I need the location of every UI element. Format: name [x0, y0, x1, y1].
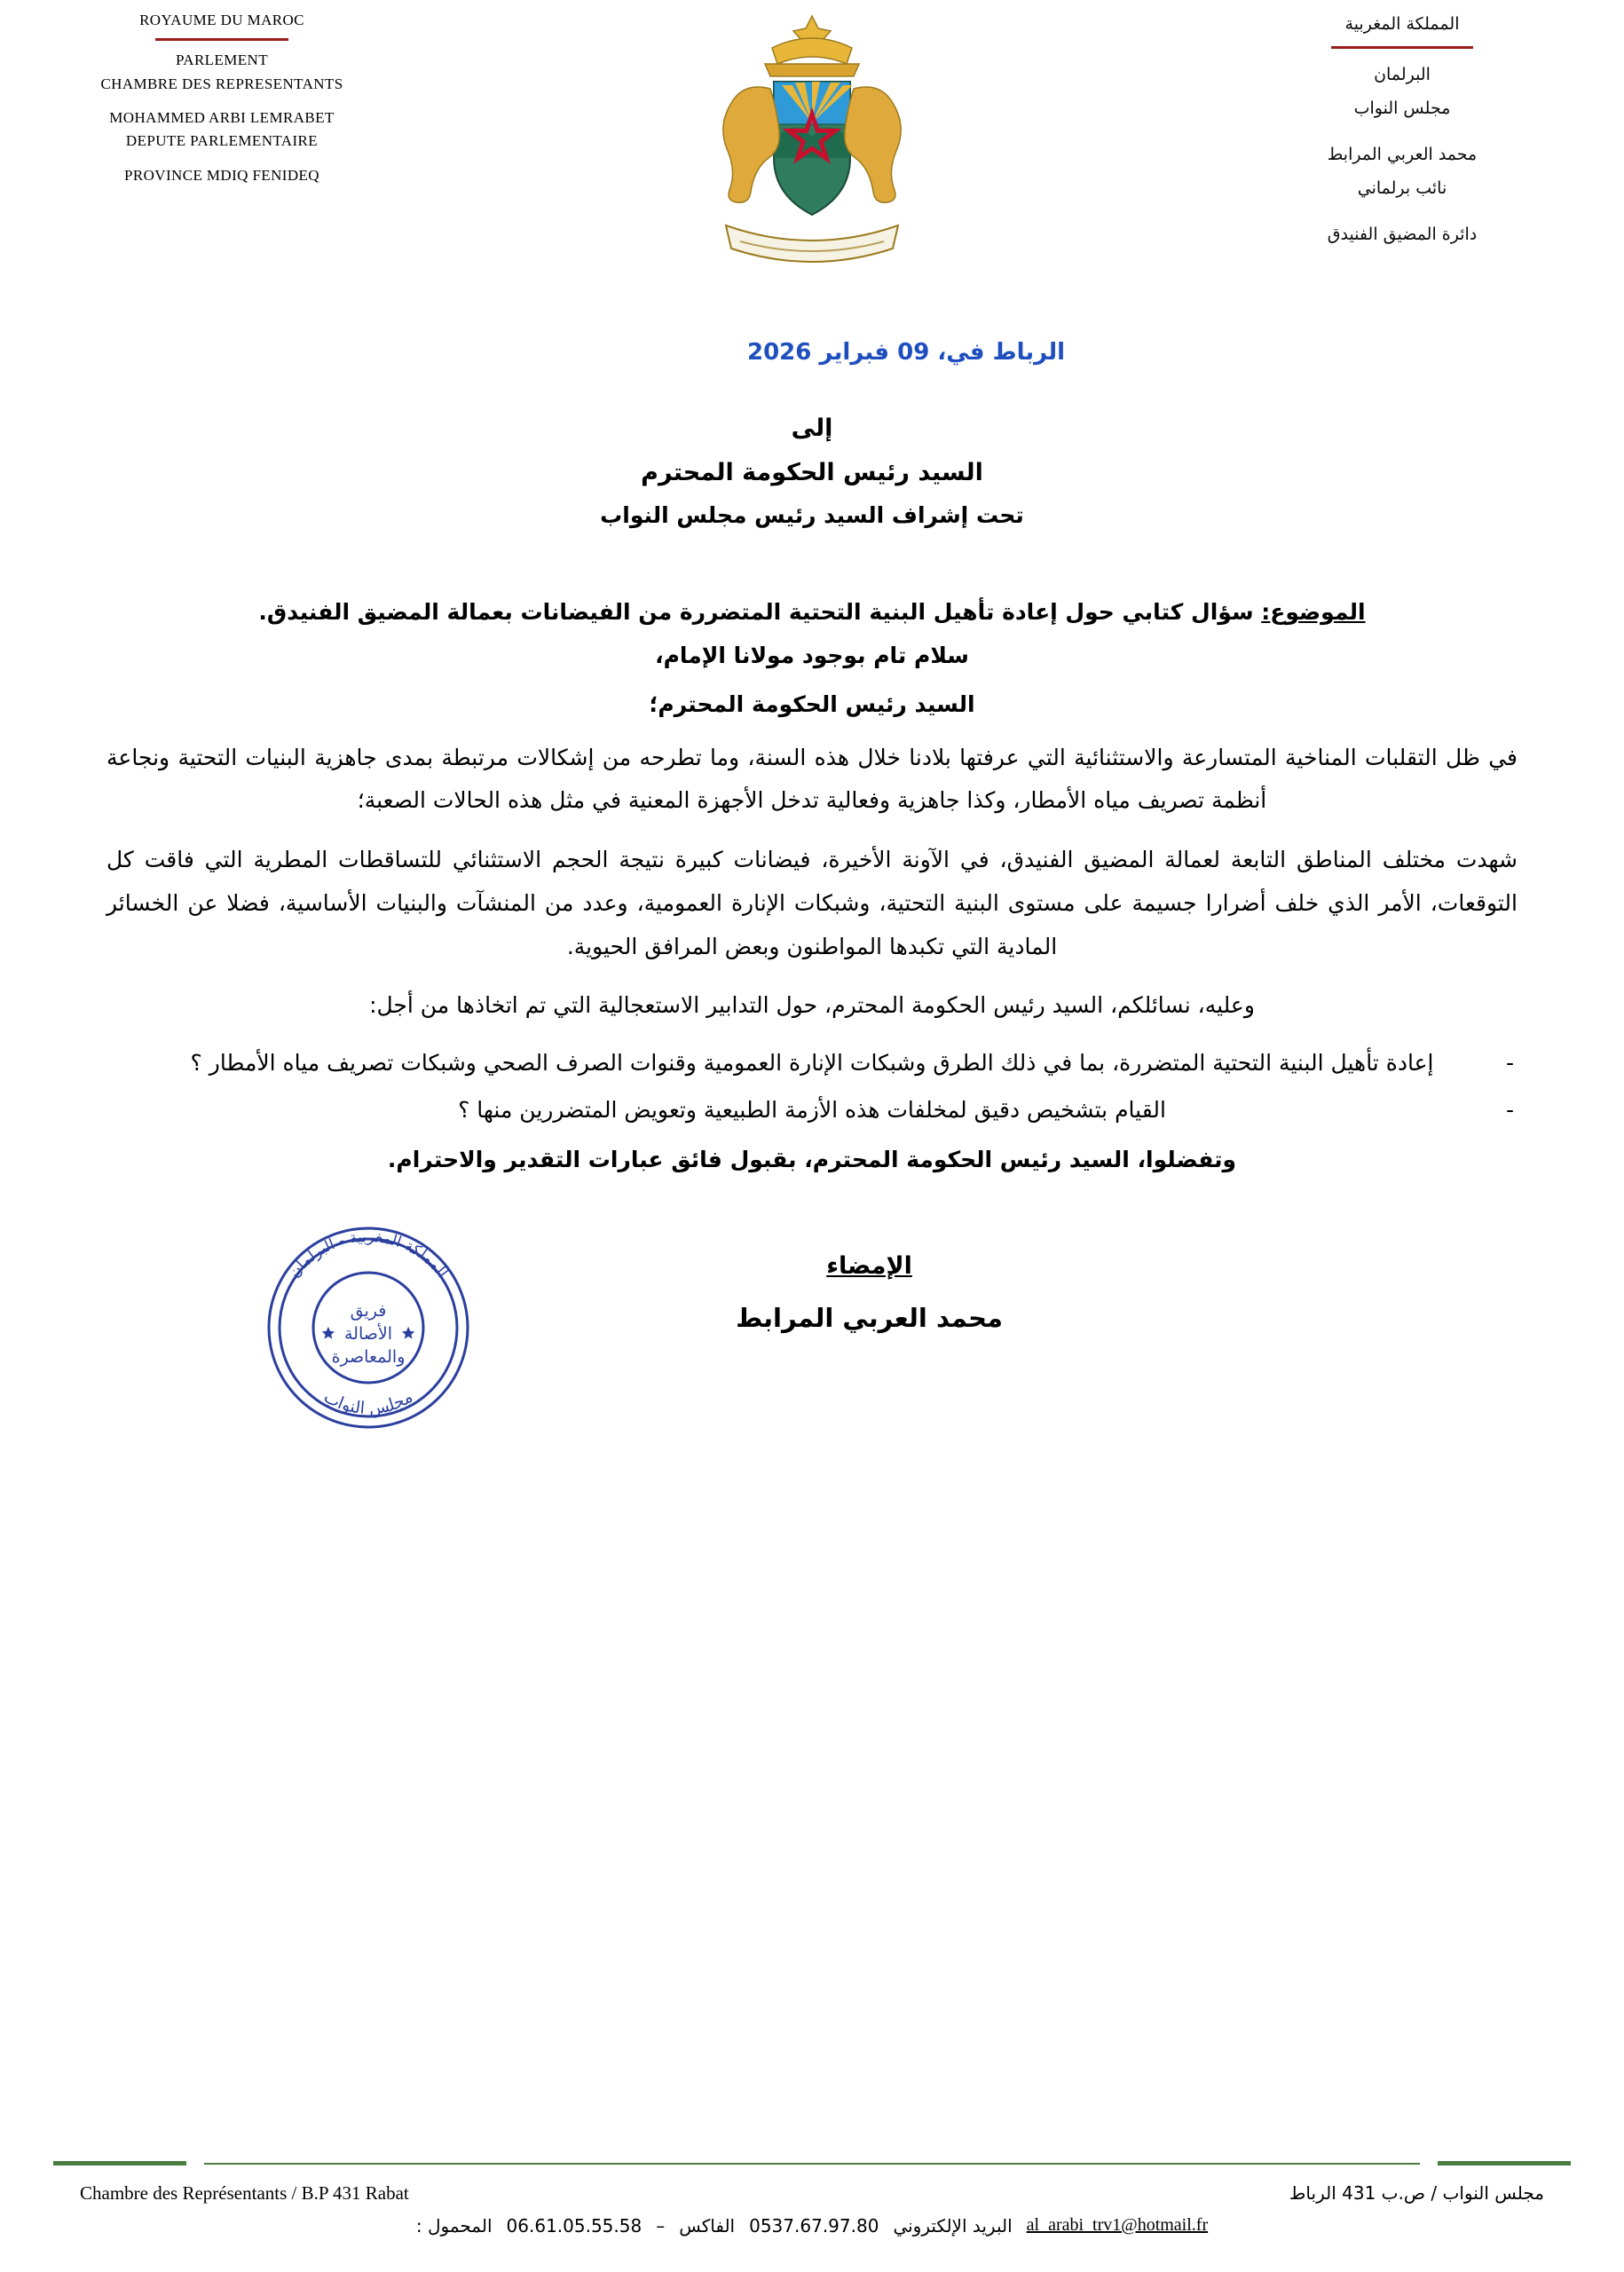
closing-statement: وتفضلوا، السيد رئيس الحكومة المحترم، بقبول فائق عبارات التقدير والاحترام.	[387, 1146, 1237, 1172]
letterhead-arabic	[1216, 7, 1589, 251]
footer-mobile: 06.61.05.55.58	[506, 2215, 643, 2236]
subject-label: الموضوع:	[1261, 599, 1366, 626]
footer-address-row	[80, 2182, 1544, 2205]
footer-rule-left	[53, 2161, 186, 2166]
paragraph-1: في ظل التقلبات المناخية المتسارعة والاستثنائية التي عرفتها بلادنا خلال هذه السنة، وما تطرحه من إشكالات مرتبطة بمدى جاهزية البنيات التحتية ونجاعة أنظمة تصريف مياه الأمطار، وكذا جاهزية وفعالية تدخل الأجهزة المعنية في مثل هذه الحالات الصعبة؛	[106, 744, 1518, 814]
official-stamp-icon	[240, 1208, 497, 1448]
footer-fax: 0537.67.97.80	[749, 2215, 879, 2236]
chamber-label-ar: مجلس النواب	[1353, 99, 1451, 118]
questions-list	[106, 1042, 1518, 1132]
deputy-name-fr: MOHAMMED ARBI LEMRABET	[109, 109, 335, 127]
footer-divider	[53, 2158, 1571, 2170]
svg-text:الأصالة: الأصالة	[343, 1323, 393, 1344]
paragraph-2: شهدت مختلف المناطق التابعة لعمالة المضيق الفنيدق، في الآونة الأخيرة، فيضانات كبيرة نتيجة الحجم الاستثنائي للتساقطات المطرية التي فاقت كل التوقعات، الأمر الذي خلف أضرارا جسيمة على مستوى البنية التحتية، وشبكات الإنارة العمومية، وعدد من المنشآت والبنيات الأساسية، فضلا عن الخسائر المادية التي تكبدها المواطنون وبعض المرافق الحيوية.	[106, 847, 1518, 959]
document-footer	[0, 2158, 1624, 2236]
svg-text:فريق: فريق	[350, 1300, 387, 1321]
recipient-line-2: تحت إشراف السيد رئيس مجلس النواب	[600, 501, 1024, 528]
footer-email: al_arabi_trv1@hotmail.fr	[1026, 2215, 1209, 2235]
footer-fax-label: الفاكس	[679, 2215, 736, 2236]
salutation: سلام تام بوجود مولانا الإمام،	[655, 642, 969, 668]
svg-text:والمعاصرة: والمعاصرة	[331, 1346, 406, 1367]
province-label-ar: دائرة المضيق الفنيدق	[1327, 225, 1478, 244]
morocco-coat-of-arms-icon	[666, 7, 958, 300]
dateline: الرباط في، 09 فبراير 2026	[746, 339, 1065, 366]
kingdom-label-fr: ROYAUME DU MAROC	[139, 12, 304, 28]
footer-rule-mid	[204, 2163, 1420, 2165]
deputy-title-fr: DEPUTE PARLEMENTAIRE	[125, 132, 319, 150]
footer-contact-row	[80, 2215, 1544, 2236]
divider-red-1	[155, 38, 288, 41]
parliament-label-fr: PARLEMENT	[175, 51, 269, 69]
kingdom-label-ar: المملكة المغربية	[1344, 14, 1460, 34]
footer-dash: –	[656, 2215, 666, 2236]
footer-mobile-label: المحمول :	[415, 2215, 493, 2236]
recipient-block	[106, 406, 1518, 536]
paragraph-3: وعليه، نسائلكم، السيد رئيس الحكومة المحترم، حول التدابير الاستعجالية التي تم اتخاذها من أجل:	[369, 992, 1255, 1019]
footer-rule-right	[1438, 2161, 1571, 2166]
subject-text: سؤال كتابي حول إعادة تأهيل البنية التحتية المتضررة من الفيضانات بعمالة المضيق الفنيدق.	[258, 599, 1254, 626]
deputy-title-ar: نائب برلماني	[1357, 178, 1447, 198]
chamber-label-fr: CHAMBRE DES REPRESENTANTS	[100, 75, 343, 92]
footer-address-fr: Chambre des Représentants / B.P 431 Rabat	[80, 2182, 409, 2204]
letterhead-french	[35, 9, 408, 187]
recipient-line-1: السيد رئيس الحكومة المحترم	[641, 458, 983, 486]
subject-block	[106, 591, 1518, 634]
signature-block	[736, 1252, 1003, 1333]
deputy-name-ar: محمد العربي المرابط	[1327, 145, 1478, 164]
divider-red-2	[1331, 46, 1473, 49]
signature-area	[0, 1199, 1624, 1465]
recipient-to: إلى	[791, 414, 833, 442]
footer-email-label: البريد الإلكتروني	[893, 2215, 1013, 2236]
svg-text:المملكة المغربية - البرلمان: المملكة المغربية - البرلمان	[285, 1227, 452, 1282]
list-item: - القيام بتشخيص دقيق لمخلفات هذه الأزمة الطبيعية وتعويض المتضررين منها ؟	[106, 1089, 1518, 1132]
signature-label: الإمضاء	[826, 1251, 912, 1280]
parliament-label-ar: البرلمان	[1374, 65, 1431, 84]
list-item: - إعادة تأهيل البنية التحتية المتضررة، بما في ذلك الطرق وشبكات الإنارة العمومية وقنوات الصرف الصحي وشبكات تصريف مياه الأمطار ؟	[106, 1042, 1518, 1085]
addressee: السيد رئيس الحكومة المحترم؛	[649, 690, 975, 717]
province-label-fr: PROVINCE MDIQ FENIDEQ	[124, 166, 319, 184]
footer-address-ar: مجلس النواب / ص.ب 431 الرباط	[1289, 2182, 1544, 2204]
letter-body	[0, 406, 1624, 1172]
svg-text:مجلس النواب: مجلس النواب	[320, 1386, 416, 1419]
letterhead	[0, 0, 1624, 320]
signatory-name: محمد العربي المرابط	[736, 1302, 1003, 1333]
